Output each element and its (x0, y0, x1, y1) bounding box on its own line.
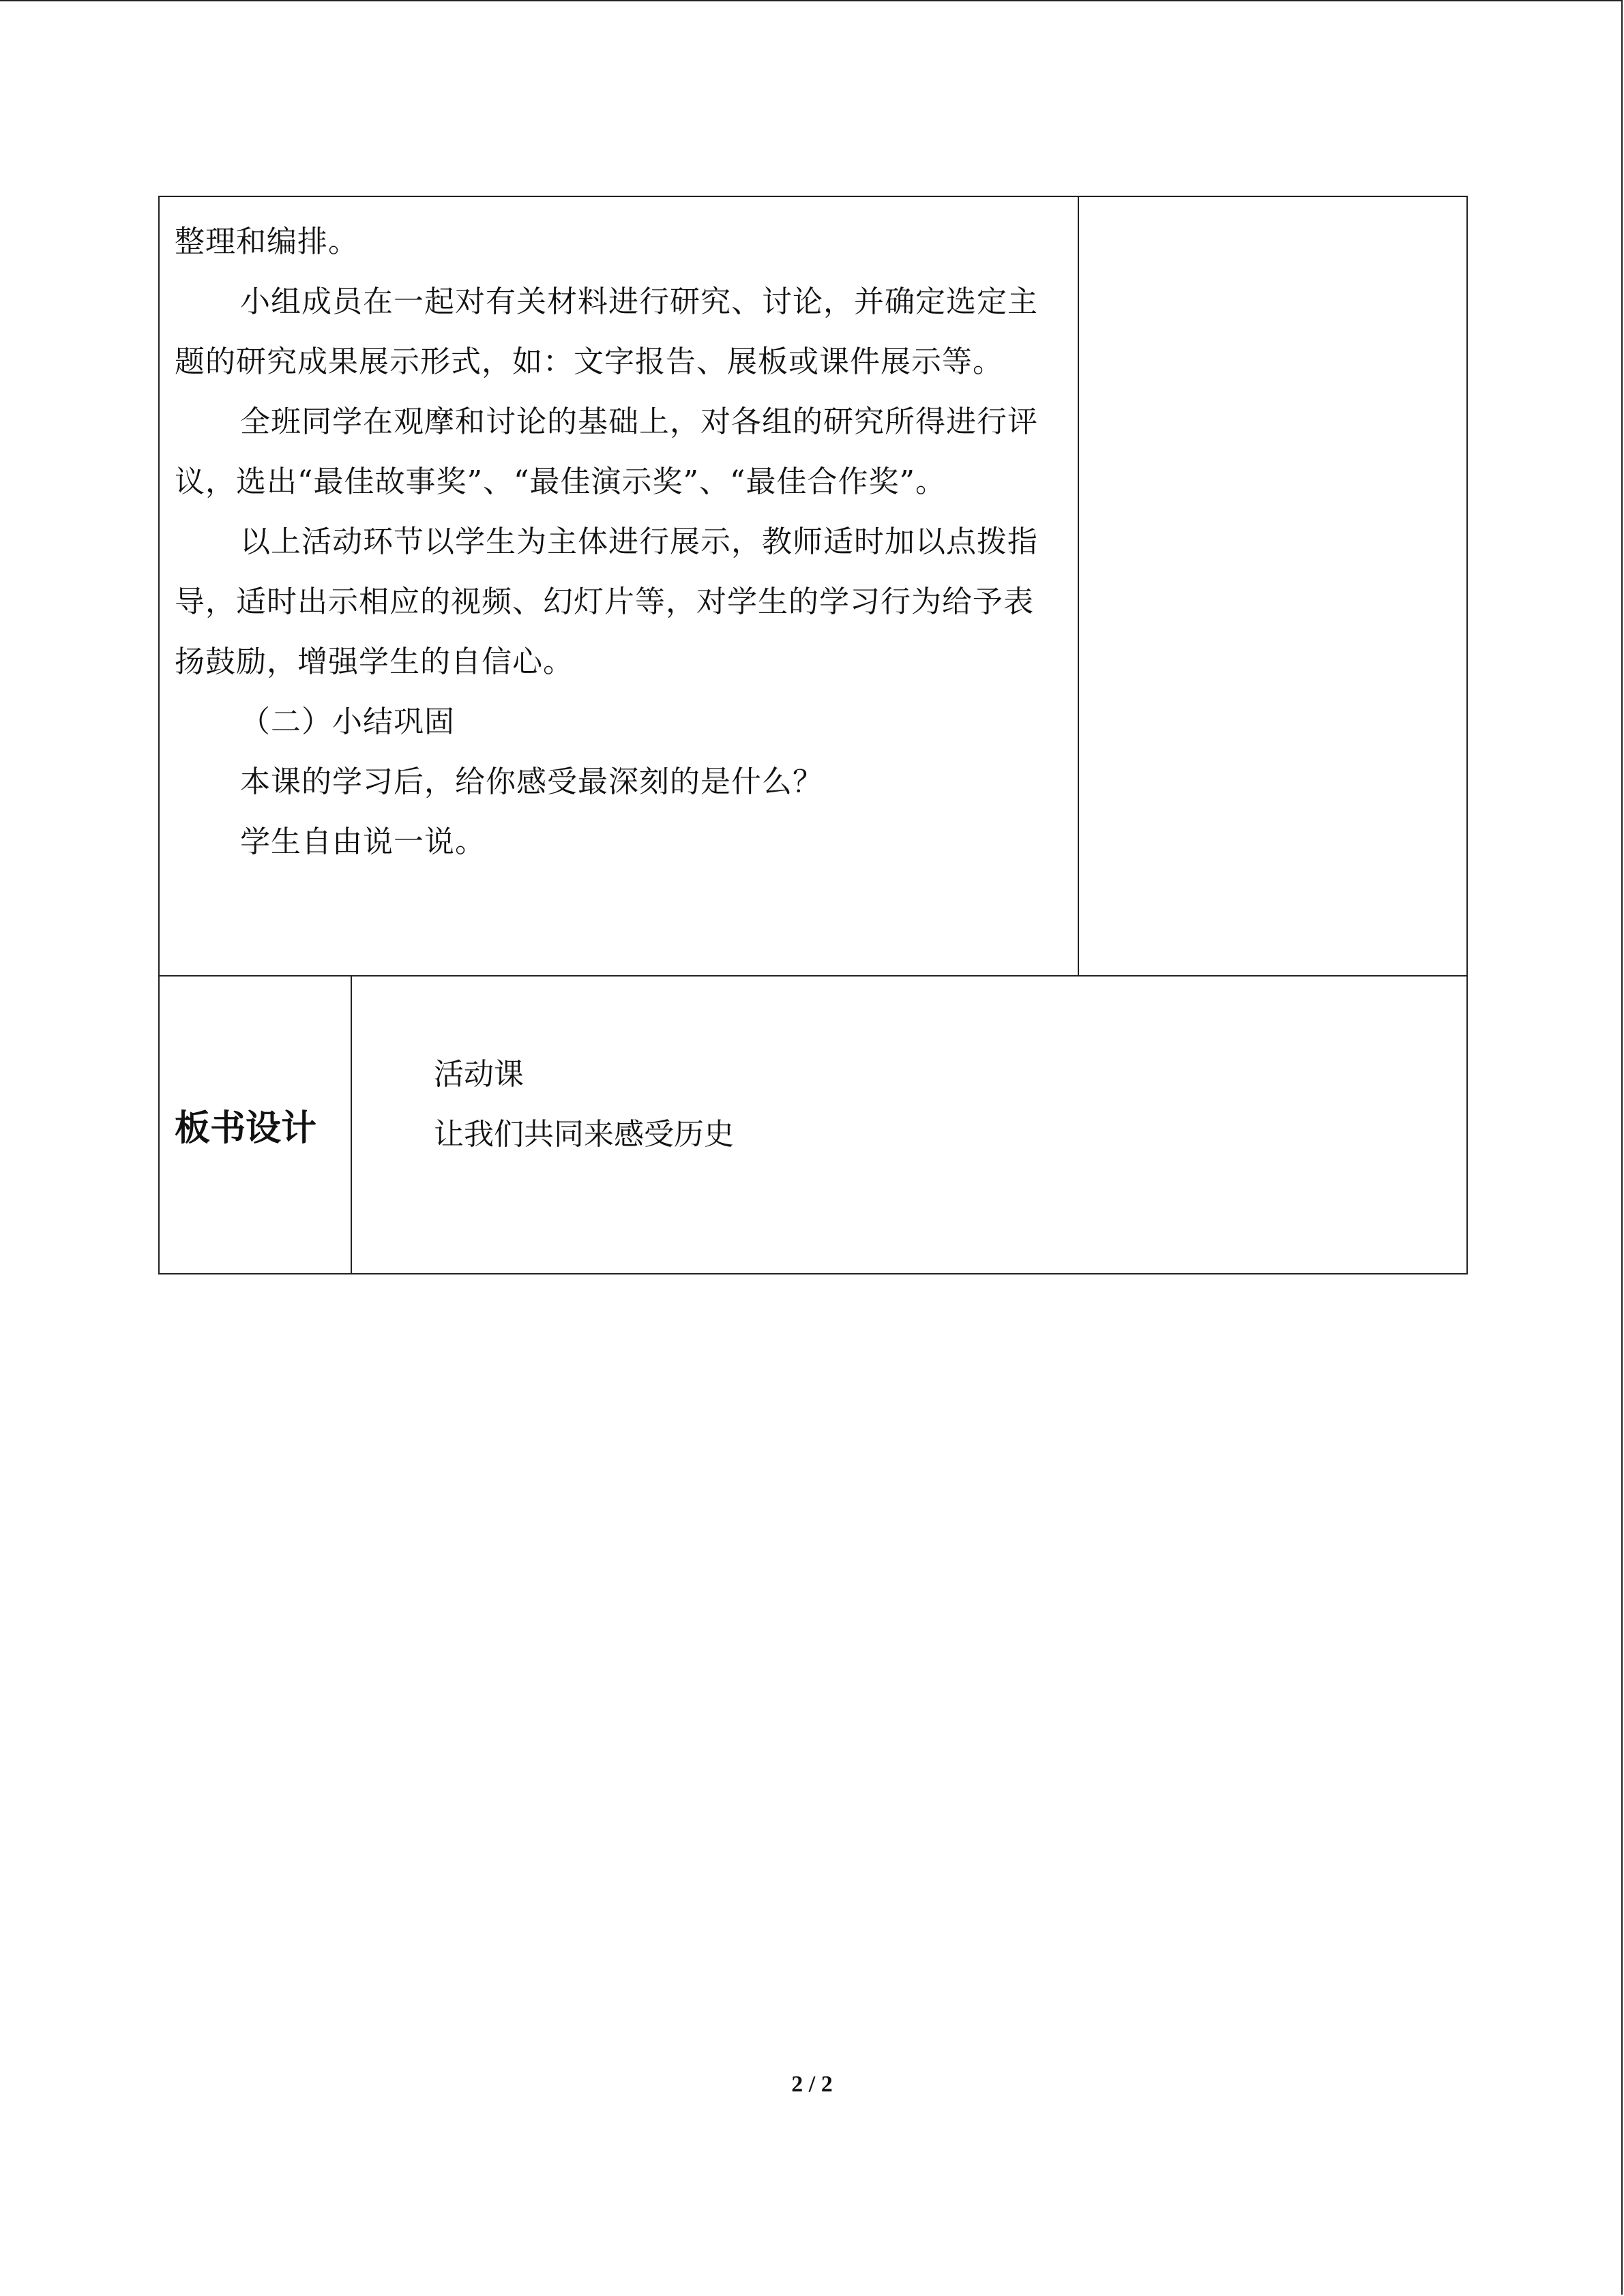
paragraph-3: 以上活动环节以学生为主体进行展示，教师适时加以点拨指导，适时出示相应的视频、幻灯片等，对学生的学习行为给予表扬鼓励，增强学生的自信心。 (175, 524, 1038, 679)
lesson-plan-table (158, 196, 1468, 1274)
process-row (159, 196, 1467, 976)
paragraph-4: （二）小结巩固 (240, 704, 455, 739)
board-line-1: 活动课 (434, 1057, 524, 1092)
board-design-label: 板书设计 (159, 976, 351, 1274)
paragraph-0: 整理和编排。 (175, 224, 359, 259)
paragraph-5: 本课的学习后，给你感受最深刻的是什么？ (240, 764, 823, 799)
page-number: 2 / 2 (791, 2072, 833, 2097)
process-content-cell (159, 196, 1078, 976)
design-intent-cell (1078, 196, 1467, 976)
board-design-content (351, 976, 1467, 1274)
board-design-row (159, 976, 1467, 1274)
paragraph-2: 全班同学在观摩和讨论的基础上，对各组的研究所得进行评议，选出“最佳故事奖”、“最佳演示奖”、“最佳合作奖”。 (175, 404, 1038, 499)
paragraph-6: 学生自由说一说。 (240, 824, 486, 859)
board-line-2: 让我们共同来感受历史 (434, 1117, 734, 1152)
paragraph-1: 小组成员在一起对有关材料进行研究、讨论，并确定选定主题的研究成果展示形式，如：文字报告、展板或课件展示等。 (175, 284, 1038, 379)
